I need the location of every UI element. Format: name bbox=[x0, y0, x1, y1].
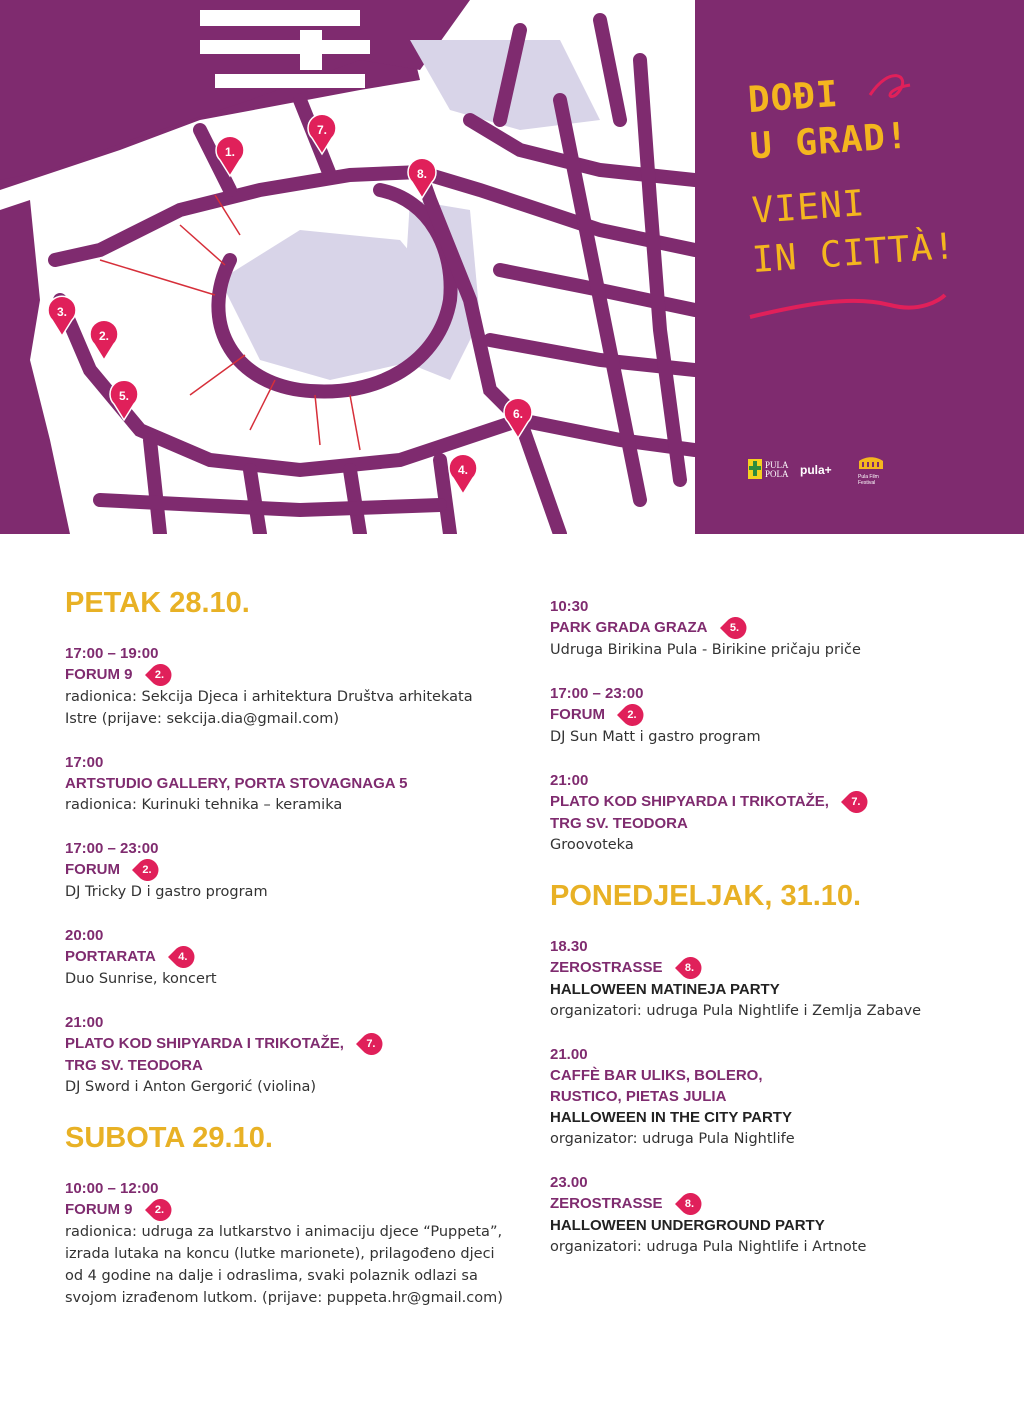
map-marker-label: 7. bbox=[316, 123, 328, 137]
arena-icon bbox=[858, 456, 884, 470]
event-description: DJ Sun Matt i gastro program bbox=[550, 729, 761, 746]
headline-line2: U GRAD! bbox=[748, 115, 910, 168]
event-venue bbox=[65, 1033, 505, 1055]
event-venue-text: TRG SV. TEODORA bbox=[65, 1057, 203, 1075]
location-pin-icon bbox=[356, 1033, 384, 1055]
pula-plus-logo bbox=[800, 452, 832, 488]
location-pin-label: 4. bbox=[178, 951, 188, 964]
location-pin-label: 2. bbox=[142, 864, 152, 877]
event-description: radionica: udruga za lutkarstvo i animaciju djece “Puppeta”, izrada lutaka na koncu (lutke marionete), prilagođeno djeci od 4 godine na dalje i odraslima, svaki polaznik odlazi sa svojom izrađenom lutkom. (prijave: puppeta.hr@gmail.com) bbox=[65, 1224, 503, 1307]
location-pin-label: 2. bbox=[627, 709, 637, 722]
location-pin-icon bbox=[675, 1193, 703, 1215]
event-item bbox=[65, 838, 505, 903]
day-heading: PETAK 28.10. bbox=[65, 587, 250, 619]
location-pin-label: 2. bbox=[154, 669, 165, 682]
event-time: 17:00 – 23:00 bbox=[65, 840, 159, 858]
event-venue bbox=[550, 791, 970, 813]
event-item bbox=[65, 1012, 505, 1098]
city-map bbox=[0, 0, 695, 534]
event-venue-text: ARTSTUDIO GALLERY, PORTA STOVAGNAGA 5 bbox=[65, 775, 408, 793]
event-venue bbox=[550, 957, 970, 979]
location-pin-label: 7. bbox=[851, 796, 861, 809]
event-venue-text: FORUM bbox=[65, 861, 120, 879]
event-venue-text: PORTARATA bbox=[65, 948, 156, 966]
event-description: Udruga Birikina Pula - Birikine pričaju priče bbox=[550, 642, 861, 659]
event-time: 20:00 bbox=[65, 927, 104, 945]
location-pin-icon bbox=[841, 791, 869, 813]
location-pin-icon bbox=[145, 664, 173, 686]
map-marker-label: 3. bbox=[56, 305, 68, 319]
map-marker-label: 4. bbox=[457, 463, 469, 477]
event-venue-text: FORUM bbox=[550, 706, 605, 724]
event-subtitle: HALLOWEEN MATINEJA PARTY bbox=[550, 981, 780, 999]
location-pin-icon bbox=[132, 859, 160, 881]
event-description: Duo Sunrise, koncert bbox=[65, 971, 217, 988]
event-venue bbox=[550, 1065, 970, 1086]
event-time: 21:00 bbox=[65, 1014, 104, 1032]
event-time: 21.00 bbox=[550, 1046, 588, 1064]
event-venue-text: CAFFÈ BAR ULIKS, BOLERO, bbox=[550, 1067, 763, 1085]
map-marker-label: 5. bbox=[118, 389, 130, 403]
event-time: 17:00 – 23:00 bbox=[550, 685, 644, 703]
event-venue bbox=[65, 1199, 505, 1221]
event-time: 10:00 – 12:00 bbox=[65, 1180, 159, 1198]
film-festival-text: Pula Film Festival bbox=[858, 473, 879, 486]
event-time: 17:00 bbox=[65, 754, 104, 772]
event-venue-text: ZEROSTRASSE bbox=[550, 959, 663, 977]
event-description: organizator: udruga Pula Nightlife bbox=[550, 1131, 795, 1148]
pula-crest-icon bbox=[748, 459, 762, 481]
event-description: Groovoteka bbox=[550, 837, 634, 854]
event-time: 10:30 bbox=[550, 598, 589, 615]
event-time: 18.30 bbox=[550, 938, 588, 956]
headline-line3: VIENI bbox=[750, 183, 867, 232]
headline-line4: IN CITTÀ! bbox=[750, 225, 958, 282]
event-item bbox=[550, 683, 970, 748]
event-time: 21:00 bbox=[550, 772, 589, 790]
event-venue-text: FORUM 9 bbox=[65, 666, 133, 683]
event-venue-text: ZEROSTRASSE bbox=[550, 1195, 663, 1213]
event-venue-text: RUSTICO, PIETAS JULIA bbox=[550, 1088, 727, 1106]
location-pin-label: 2. bbox=[154, 1204, 165, 1217]
map-marker-label: 8. bbox=[416, 167, 428, 181]
location-pin-icon bbox=[168, 946, 196, 968]
event-description: radionica: Sekcija Djeca i arhitektura Društva arhitekata Istre (prijave: sekcija.dia@gmail.com) bbox=[65, 689, 473, 728]
event-description: radionica: Kurinuki tehnika – keramika bbox=[65, 797, 343, 814]
event-subtitle: HALLOWEEN UNDERGROUND PARTY bbox=[550, 1217, 825, 1235]
event-venue bbox=[550, 1086, 970, 1107]
event-venue bbox=[65, 859, 505, 881]
location-pin-label: 8. bbox=[684, 1198, 695, 1211]
location-pin-icon bbox=[145, 1199, 173, 1221]
event-item bbox=[65, 925, 505, 990]
location-pin-label: 7. bbox=[366, 1038, 376, 1051]
event-venue-text: PARK GRADA GRAZA bbox=[550, 619, 708, 636]
event-venue bbox=[550, 617, 970, 639]
headline-line1: DOĐI bbox=[746, 73, 840, 122]
film-festival-logo bbox=[858, 452, 884, 488]
day-heading: SUBOTA 29.10. bbox=[65, 1122, 273, 1155]
event-venue-text: FORUM 9 bbox=[65, 1201, 133, 1219]
event-venue-text: PLATO KOD SHIPYARDA I TRIKOTAŽE, bbox=[550, 793, 829, 811]
event-description: organizatori: udruga Pula Nightlife i Zemlja Zabave bbox=[550, 1003, 922, 1020]
event-item bbox=[550, 936, 970, 1022]
map-marker-label: 1. bbox=[224, 145, 236, 159]
map-marker-label: 6. bbox=[512, 407, 524, 421]
ribbon-swirl-icon bbox=[740, 55, 950, 325]
event-item bbox=[550, 596, 970, 661]
location-pin-label: 8. bbox=[684, 962, 695, 975]
schedule-left-column bbox=[65, 585, 505, 1331]
event-item bbox=[65, 1178, 505, 1309]
event-item bbox=[550, 770, 970, 856]
event-subtitle: HALLOWEEN IN THE CITY PARTY bbox=[550, 1109, 792, 1127]
event-description: DJ Tricky D i gastro program bbox=[65, 884, 268, 901]
event-item bbox=[550, 1044, 970, 1150]
event-description: DJ Sword i Anton Gergorić (violina) bbox=[65, 1079, 317, 1096]
event-time: 23.00 bbox=[550, 1174, 588, 1192]
event-item bbox=[65, 752, 505, 816]
event-venue bbox=[65, 1055, 505, 1076]
map-marker-label: 2. bbox=[98, 329, 110, 343]
event-venue bbox=[65, 946, 505, 968]
pula-logo-sub: POLA bbox=[765, 469, 789, 479]
event-item bbox=[550, 1172, 970, 1258]
location-pin-icon bbox=[720, 617, 748, 639]
location-pin-icon bbox=[675, 957, 703, 979]
pula-logo-title: PULA bbox=[765, 460, 789, 470]
event-venue bbox=[65, 664, 505, 686]
pula-city-logo bbox=[748, 452, 789, 488]
event-venue bbox=[550, 1193, 970, 1215]
event-venue-text: TRG SV. TEODORA bbox=[550, 815, 688, 833]
event-time: 17:00 – 19:00 bbox=[65, 645, 159, 662]
location-pin-icon bbox=[617, 704, 645, 726]
pula-plus-text: pula+ bbox=[800, 463, 832, 477]
event-description: organizatori: udruga Pula Nightlife i Artnote bbox=[550, 1239, 867, 1256]
day-heading: PONEDJELJAK, 31.10. bbox=[550, 880, 862, 913]
hero-banner bbox=[0, 0, 1024, 534]
location-pin-label: 5. bbox=[729, 622, 740, 635]
schedule-right-column bbox=[550, 596, 970, 1280]
event-item bbox=[65, 643, 505, 730]
event-venue bbox=[550, 813, 970, 834]
event-venue bbox=[65, 773, 505, 794]
event-venue bbox=[550, 704, 970, 726]
event-venue-text: PLATO KOD SHIPYARDA I TRIKOTAŽE, bbox=[65, 1035, 344, 1053]
